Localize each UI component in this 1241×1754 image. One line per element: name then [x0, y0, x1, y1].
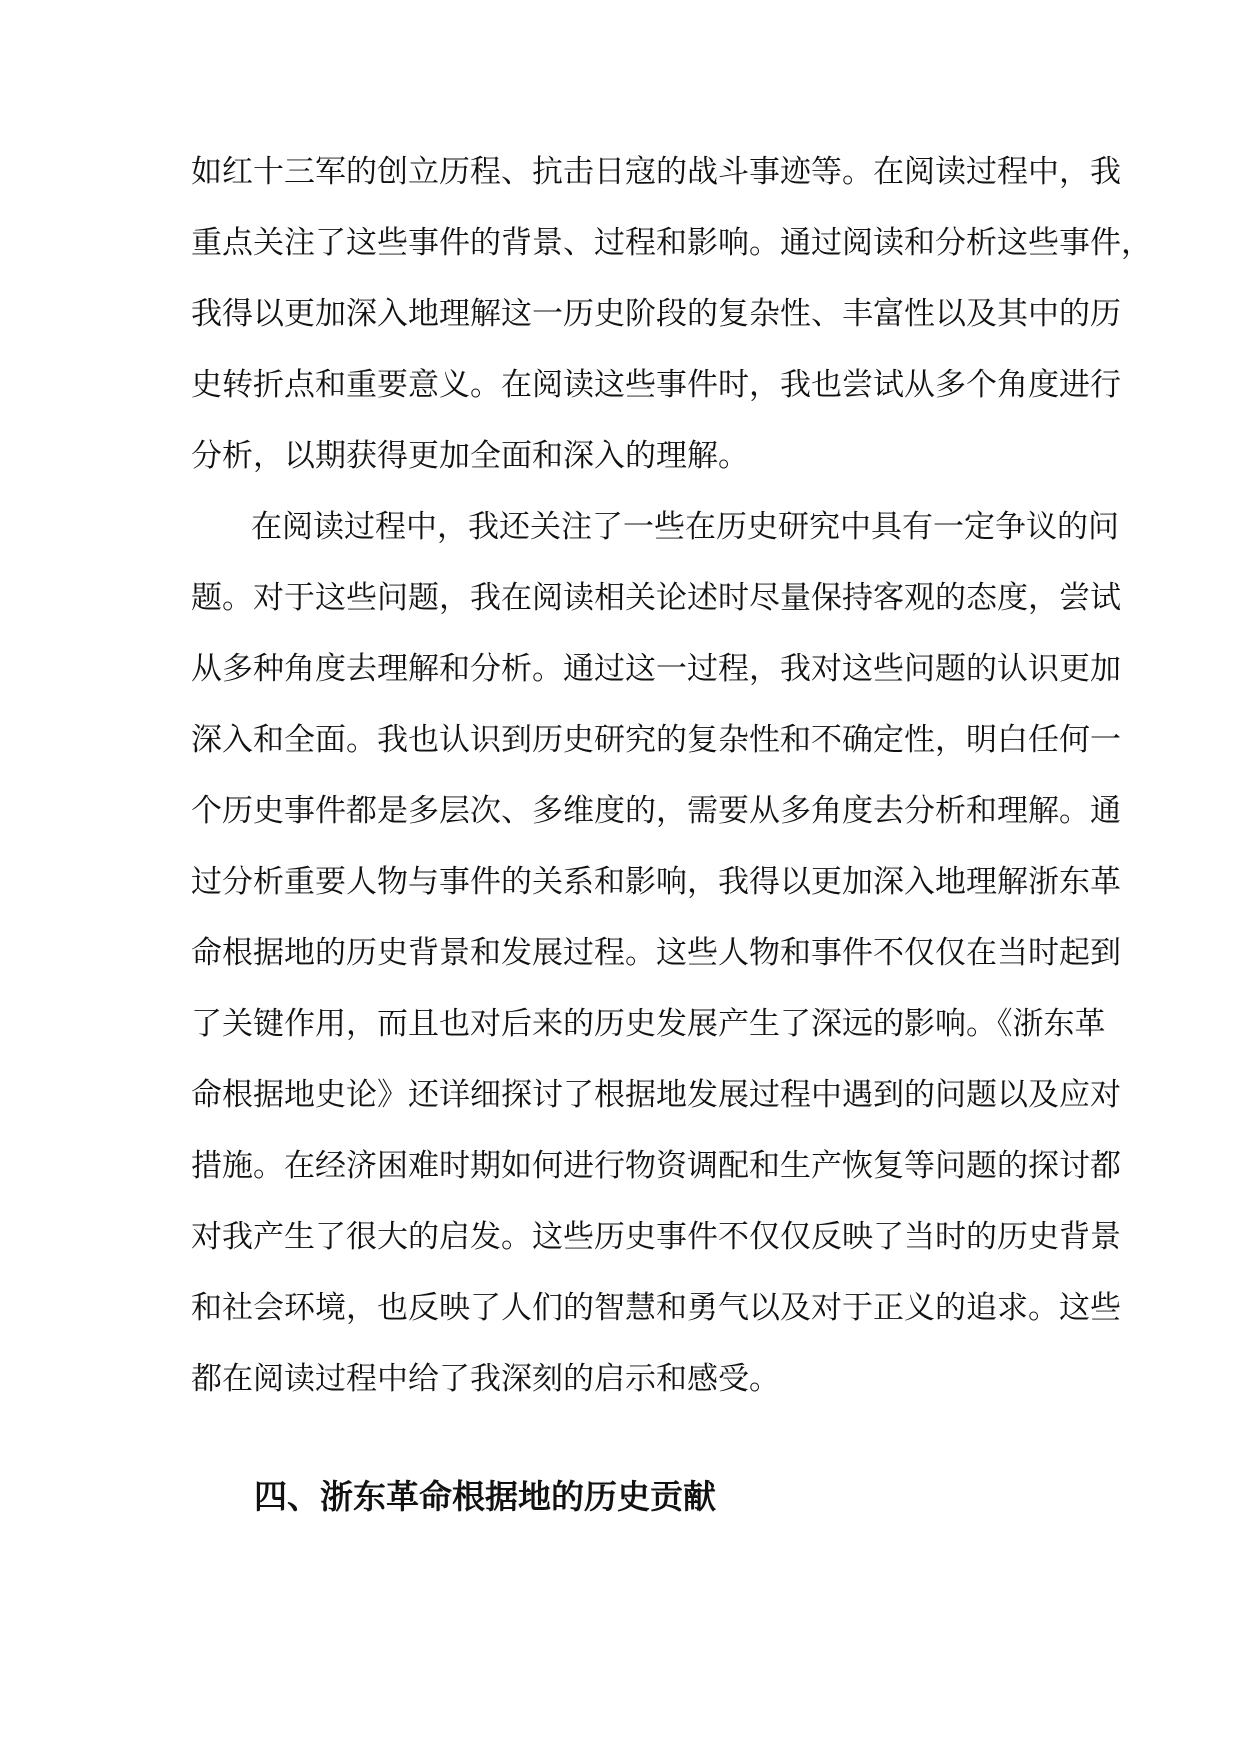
paragraph-line: 了关键作用，而且也对后来的历史发展产生了深远的影响。《浙东革: [191, 1006, 1106, 1042]
paragraph-line: 分析，以期获得更加全面和深入的理解。: [191, 438, 749, 474]
paragraph-line: 在阅读过程中，我还关注了一些在历史研究中具有一定争议的问: [251, 509, 1119, 545]
paragraph-line: 过分析重要人物与事件的关系和影响，我得以更加深入地理解浙东革: [191, 864, 1121, 900]
paragraph-line: 命根据地史论》还详细探讨了根据地发展过程中遇到的问题以及应对: [191, 1077, 1121, 1113]
paragraph-line: 对我产生了很大的启发。这些历史事件不仅仅反映了当时的历史背景: [191, 1219, 1121, 1255]
paragraph-line: 史转折点和重要意义。在阅读这些事件时，我也尝试从多个角度进行: [191, 367, 1121, 403]
body-text: [191, 142, 1152, 1420]
paragraph-line: 命根据地的历史背景和发展过程。这些人物和事件不仅仅在当时起到: [191, 935, 1121, 971]
paragraph-line: 如红十三军的创立历程、抗击日寇的战斗事迹等。在阅读过程中，我: [191, 154, 1121, 190]
paragraph-line: 我得以更加深入地理解这一历史阶段的复杂性、丰富性以及其中的历: [191, 296, 1121, 332]
paragraph-line: 措施。在经济困难时期如何进行物资调配和生产恢复等问题的探讨都: [191, 1148, 1121, 1184]
paragraph-line: 从多种角度去理解和分析。通过这一过程，我对这些问题的认识更加: [191, 651, 1121, 687]
section-heading: 四、浙东革命根据地的历史贡献: [254, 1477, 716, 1516]
paragraph-line: 深入和全面。我也认识到历史研究的复杂性和不确定性，明白任何一: [191, 722, 1121, 758]
paragraph-line: 和社会环境，也反映了人们的智慧和勇气以及对于正义的追求。这些: [191, 1290, 1121, 1326]
paragraph-line: 都在阅读过程中给了我深刻的启示和感受。: [191, 1361, 780, 1397]
paragraph-line: 题。对于这些问题，我在阅读相关论述时尽量保持客观的态度，尝试: [191, 580, 1121, 616]
paragraph-line: 重点关注了这些事件的背景、过程和影响。通过阅读和分析这些事件，: [191, 225, 1152, 261]
paragraph-line: 个历史事件都是多层次、多维度的，需要从多角度去分析和理解。通: [191, 793, 1121, 829]
